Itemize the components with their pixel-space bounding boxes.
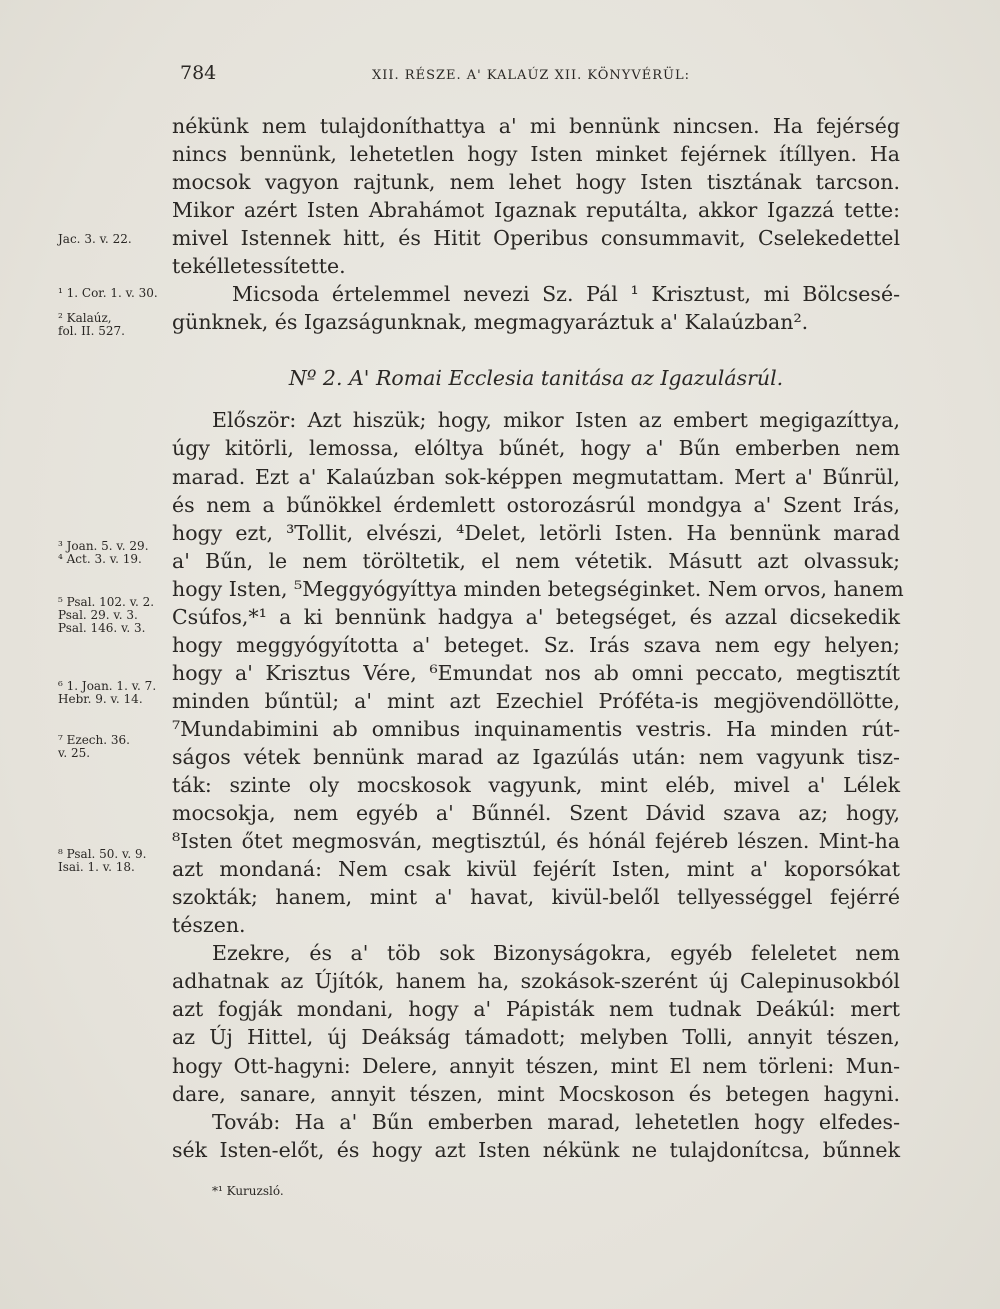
text-line: Csúfos,*¹ a ki bennünk hadgya a' betegséget, és azzal dicsekedik bbox=[172, 604, 900, 629]
text-line: hogy Ott-hagyni: Delere, annyit tészen, mint El nem törleni: Mun- bbox=[172, 1053, 900, 1078]
margin-note: ⁷ Ezech. 36. v. 25. bbox=[58, 733, 130, 760]
margin-note: ³ Joan. 5. v. 29. ⁴ Act. 3. v. 19. bbox=[58, 539, 149, 566]
text-line: Továb: Ha a' Bűn emberben marad, lehetetlen hogy elfedes- bbox=[212, 1109, 900, 1134]
margin-note: ⁶ 1. Joan. 1. v. 7. Hebr. 9. v. 14. bbox=[58, 679, 157, 706]
text-line: Ezekre, és a' töb sok Bizonyságokra, egyéb feleletet nem bbox=[212, 941, 900, 966]
margin-note: ⁸ Psal. 50. v. 9. Isai. 1. v. 18. bbox=[58, 847, 147, 874]
text-line: hogy Isten, ⁵Meggyógyíttya minden betegséginket. Nem orvos, hanem bbox=[172, 576, 904, 601]
running-head: XII. RÉSZE. A' KALAÚZ XII. KÖNYVÉRÜL: bbox=[372, 68, 690, 83]
text-line: mivel Istennek hitt, és Hitit Operibus consummavit, Cselekedettel bbox=[172, 226, 900, 251]
text-line: sék Isten-előt, és hogy azt Isten nékünk ne tulajdonítcsa, bűnnek bbox=[172, 1137, 900, 1162]
text-line: úgy kitörli, lemossa, elóltya bűnét, hogy a' Bűn emberben nem bbox=[172, 436, 900, 461]
main-text bbox=[172, 112, 904, 1164]
text-line: Mikor azért Isten Abrahámot Igaznak reputálta, akkor Igazzá tette: bbox=[172, 198, 900, 223]
section-title: Nº 2. A' Romai Ecclesia tanitása az Igazulásrúl. bbox=[288, 366, 784, 391]
text-line: ságos vétek bennünk marad az Igazúlás után: nem vagyunk tisz- bbox=[172, 744, 900, 769]
margin-note: ² Kalaúz, fol. II. 527. bbox=[58, 311, 125, 338]
text-line: ⁷Mundabimini ab omnibus inquinamentis vestris. Ha minden rút- bbox=[172, 716, 900, 741]
page-header bbox=[0, 62, 1000, 92]
margin-note: ¹ 1. Cor. 1. v. 30. bbox=[58, 286, 158, 300]
text-line: tészen. bbox=[172, 913, 246, 938]
margin-note: Jac. 3. v. 22. bbox=[58, 232, 132, 246]
text-line: nékünk nem tulajdoníthattya a' mi bennünk nincsen. Ha fejérség bbox=[172, 114, 900, 138]
text-line: és nem a bűnökkel érdemlett ostorozásrúl mondgya a' Szent Irás, bbox=[172, 492, 900, 517]
text-line: dare, sanare, annyit tészen, mint Mocskoson és betegen hagyni. bbox=[172, 1081, 900, 1106]
text-line: mocsok vagyon rajtunk, nem lehet hogy Isten tisztának tarcson. bbox=[172, 170, 900, 195]
margin-note: ⁵ Psal. 102. v. 2. Psal. 29. v. 3. Psal. 146. v. 3. bbox=[58, 595, 155, 635]
text-line: minden bűntül; a' mint azt Ezechiel Próféta-is megjövendöllötte, bbox=[172, 688, 900, 713]
footnote: *¹ Kuruzsló. bbox=[212, 1184, 284, 1198]
text-line: günknek, és Igazságunknak, megmagyaráztuk a' Kalaúzban². bbox=[172, 310, 809, 335]
text-line: hogy meggyógyította a' beteget. Sz. Irás szava nem egy helyen; bbox=[172, 632, 900, 657]
text-line: szokták; hanem, mint a' havat, kivül-belől tellyességgel fejérré bbox=[172, 885, 900, 910]
text-line: az Új Hittel, új Deákság támadott; melyben Tolli, annyit tészen, bbox=[172, 1025, 900, 1050]
text-line: tekélletessítette. bbox=[172, 254, 346, 279]
text-line: nincs bennünk, lehetetlen hogy Isten minket fejérnek ítíllyen. Ha bbox=[172, 142, 900, 167]
text-line: Először: Azt hiszük; hogy, mikor Isten az embert megigazíttya, bbox=[212, 408, 900, 433]
text-line: hogy ezt, ³Tollit, elvészi, ⁴Delet, letörli Isten. Ha bennünk marad bbox=[172, 520, 900, 545]
text-line: azt fogják mondani, hogy a' Pápisták nem tudnak Deákúl: mert bbox=[172, 997, 900, 1022]
text-line: a' Bűn, le nem töröltetik, el nem vétetik. Másutt azt olvassuk; bbox=[172, 548, 900, 573]
text-line: hogy a' Krisztus Vére, ⁶Emundat nos ab omni peccato, megtisztít bbox=[172, 660, 900, 685]
page-number: 784 bbox=[180, 62, 217, 84]
text-line: Micsoda értelemmel nevezi Sz. Pál ¹ Krisztust, mi Bölcsesé- bbox=[232, 282, 900, 307]
text-line: azt mondaná: Nem csak kivül fejérít Isten, mint a' koporsókat bbox=[172, 857, 900, 882]
text-line: ⁸Isten őtet megmosván, megtisztúl, és hónál fejéreb lészen. Mint-ha bbox=[172, 829, 900, 854]
text-line: adhatnak az Újítók, hanem ha, szokások-szerént új Calepinusokból bbox=[172, 969, 900, 994]
text-line: ták: szinte oly mocskosok vagyunk, mint eléb, mivel a' Lélek bbox=[172, 773, 900, 798]
text-line: mocsokja, nem egyéb a' Bűnnél. Szent Dávid szava az; hogy, bbox=[172, 801, 900, 826]
text-line: marad. Ezt a' Kalaúzban sok-képpen megmutattam. Mert a' Bűnrül, bbox=[172, 464, 900, 489]
